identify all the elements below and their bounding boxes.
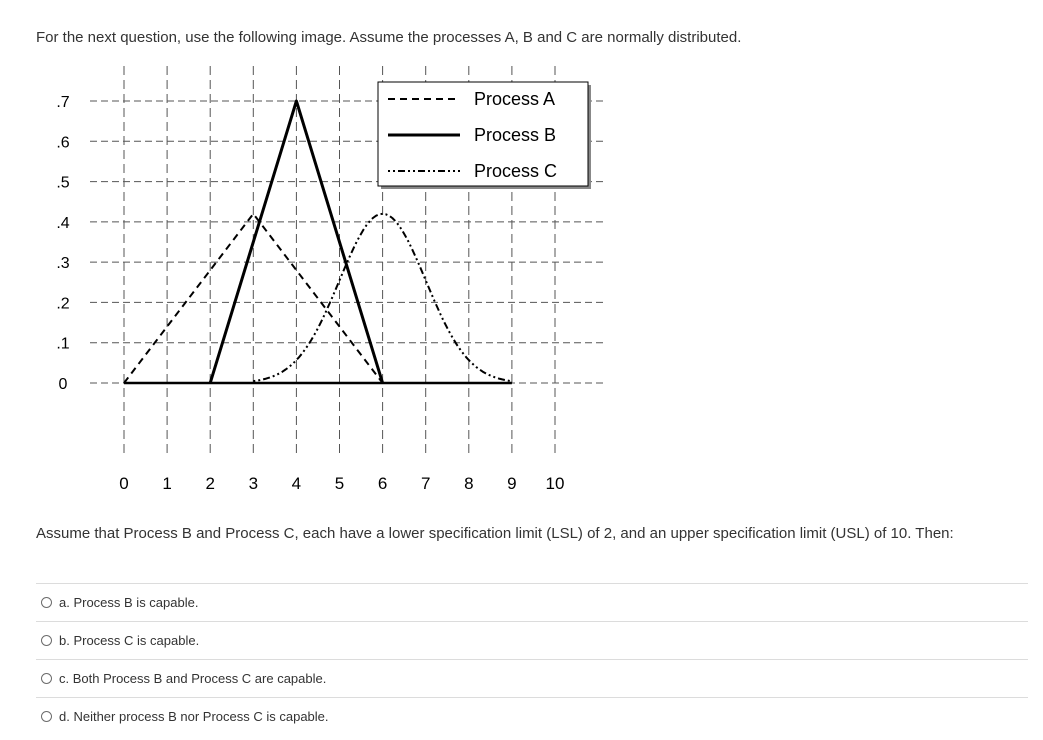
option-a[interactable]	[36, 583, 1028, 621]
y-axis-ticks	[56, 94, 69, 393]
x-tick-label: 1	[162, 474, 172, 493]
y-tick-label: .4	[56, 214, 70, 232]
x-tick-label: 4	[291, 474, 302, 493]
option-d[interactable]	[36, 697, 1028, 735]
option-label: c. Both Process B and Process C are capable.	[59, 671, 327, 686]
y-tick-label: .3	[56, 255, 70, 273]
y-tick-label: .1	[56, 335, 70, 353]
y-tick-label: .5	[56, 174, 70, 192]
option-label: d. Neither process B nor Process C is capable.	[59, 709, 329, 724]
y-tick-label: .6	[56, 134, 70, 152]
radio-icon[interactable]	[41, 635, 52, 646]
y-tick-label: .7	[56, 94, 70, 111]
answer-options	[36, 583, 1028, 735]
x-tick-label: 7	[420, 474, 431, 493]
assume-text: Assume that Process B and Process C, each have a lower specification limit (LSL) of 2, and an upper specification limit (USL) of 10. Then:	[36, 525, 954, 542]
legend-label: Process C	[474, 161, 558, 181]
option-c[interactable]	[36, 659, 1028, 697]
radio-icon[interactable]	[41, 711, 52, 722]
legend-label: Process B	[474, 125, 557, 145]
x-tick-label: 8	[464, 474, 474, 493]
x-axis-ticks	[119, 474, 564, 493]
y-tick-label: .2	[56, 295, 70, 313]
x-tick-label: 6	[377, 474, 388, 493]
x-tick-label: 3	[248, 474, 259, 493]
radio-icon[interactable]	[41, 673, 52, 684]
x-tick-label: 2	[205, 474, 215, 493]
intro-text: For the next question, use the following image. Assume the processes A, B and C are normally distributed.	[36, 29, 742, 46]
x-tick-label: 5	[334, 474, 345, 493]
option-label: a. Process B is capable.	[59, 595, 199, 610]
option-b[interactable]	[36, 621, 1028, 659]
y-tick-label: 0	[58, 376, 68, 393]
legend-label: Process A	[474, 89, 556, 109]
chart-legend	[378, 82, 591, 189]
radio-icon[interactable]	[41, 597, 52, 608]
x-tick-label: 0	[119, 474, 129, 493]
option-label: b. Process C is capable.	[59, 633, 200, 648]
x-tick-label: 9	[507, 474, 517, 493]
x-tick-label: 10	[545, 474, 565, 493]
